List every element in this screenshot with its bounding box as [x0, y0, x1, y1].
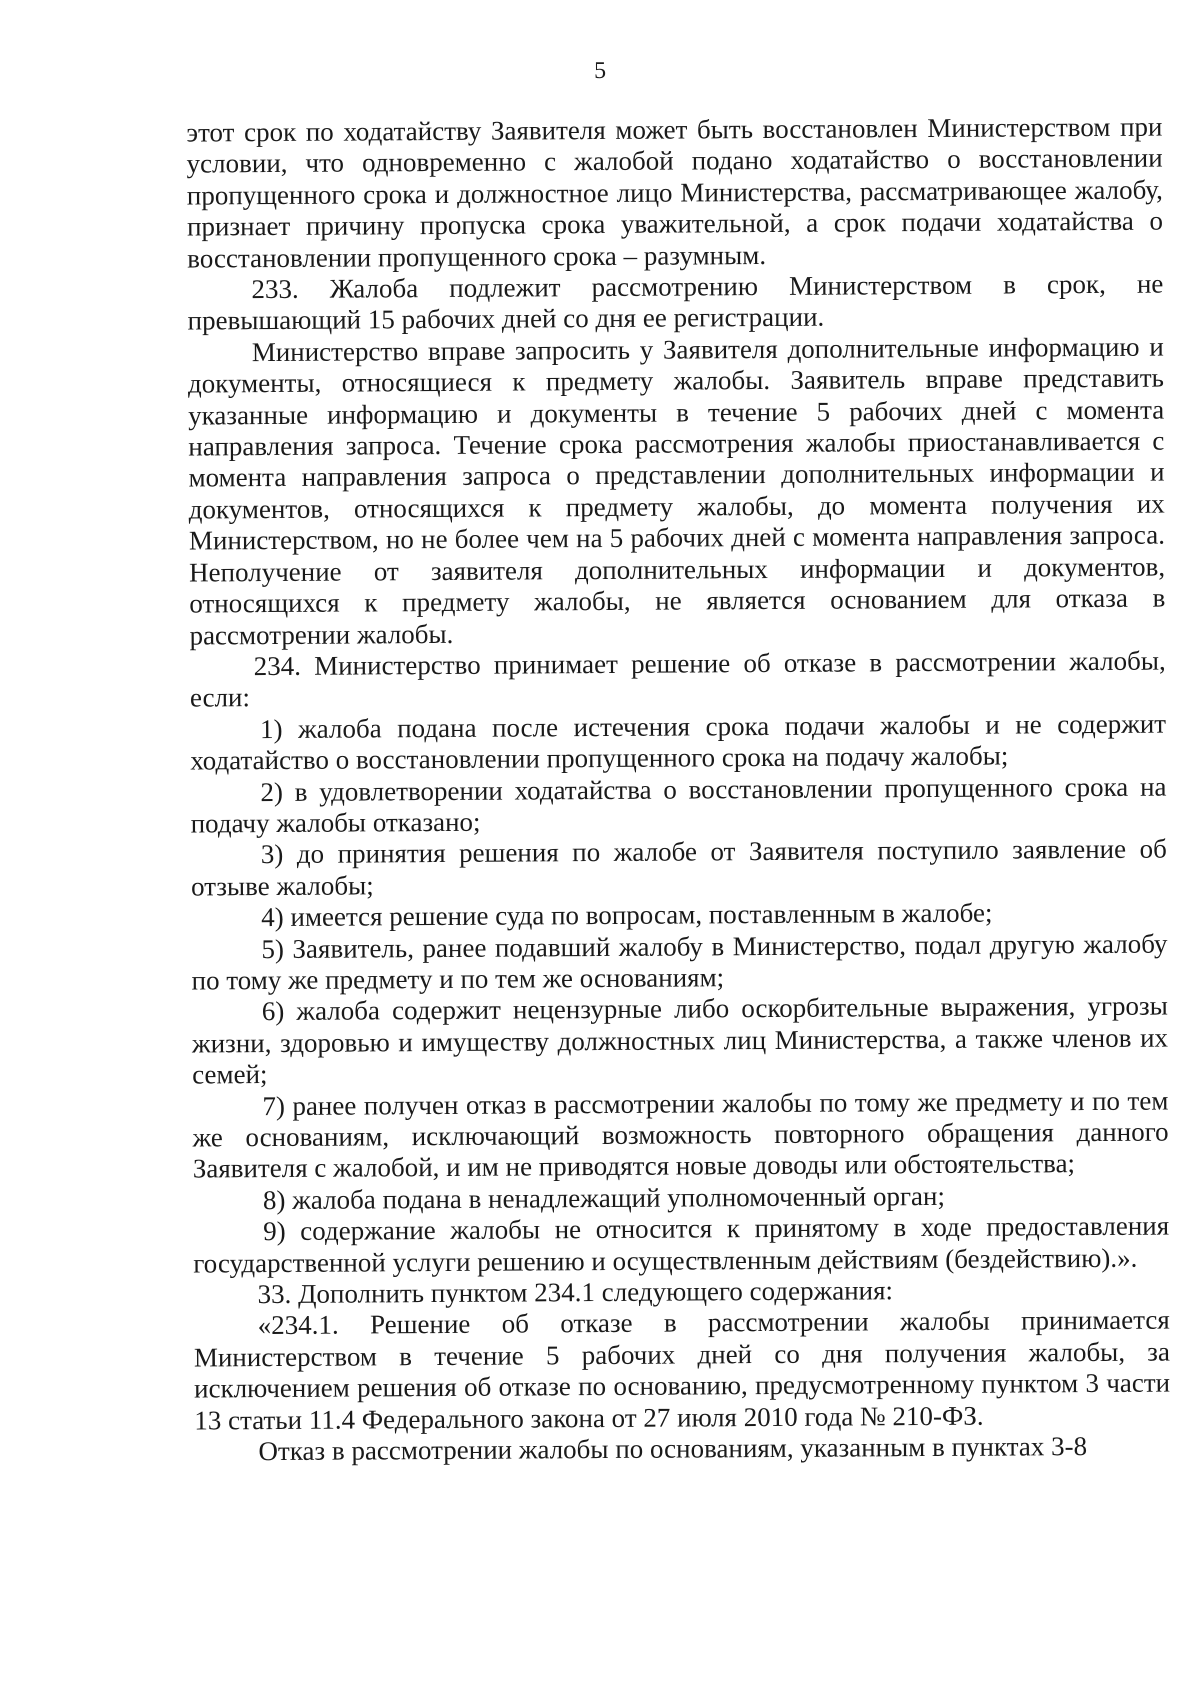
- list-item-8: 8) жалоба подана в ненадлежащий уполномоченный орган;: [262, 1180, 946, 1215]
- page-number: 5: [593, 57, 607, 85]
- paragraph-item-234: 234. Министерство принимает решение об отказе в рассмотрении жалобы, если:: [189, 645, 1166, 713]
- list-item-7: 7) ранее получен отказ в рассмотрении жалобы по тому же предмету и по тем же основаниям, исключающий возможность повторного обращения данного Заявителя с жалобой, и им не приводятся новые доводы или обстоятельства;: [192, 1085, 1169, 1184]
- paragraph-continuation: этот срок по ходатайству Заявителя может быть восстановлен Министерством при условии, что одновременно с жалобой подано ходатайство о восстановлении пропущенного срока и должностное лицо Министерства, рассматривающее жалобу, признает причину пропуска срока уважительной, а срок подачи ходатайства о восстановлении пропущенного срока – разумным.: [186, 111, 1164, 274]
- paragraph-item-233: 233. Жалоба подлежит рассмотрению Министерством в срок, не превышающий 15 рабочих дней со дня ее регистрации.: [187, 268, 1164, 336]
- paragraph-refusal-grounds: Отказ в рассмотрении жалобы по основаниям, указанным в пунктах 3-8: [258, 1431, 1088, 1467]
- paragraph-ministry-request: Министерство вправе запросить у Заявителя дополнительные информацию и документы, относящиеся к предмету жалобы. Заявитель вправе представить указанные информацию и документы в течение 5 рабочих дней с момента направления запроса. Течение срока рассмотрения жалобы приостанавливается с момента направления запроса о представлении дополнительных информации и документов, относящихся к предмету жалобы, до момента получения их Министерством, но не более чем на 5 рабочих дней с момента направления запроса. Неполучение от заявителя дополнительных информации и документов, относящихся к предмету жалобы, не является основанием для отказа в рассмотрении жалобы.: [187, 331, 1166, 651]
- paragraph-item-33: 33. Дополнить пунктом 234.1 следующего содержания:: [257, 1275, 894, 1310]
- list-item-5: 5) Заявитель, ранее подавший жалобу в Министерство, подал другую жалобу по тому же предмету и по тем же основаниям;: [191, 928, 1168, 996]
- list-item-6: 6) жалоба содержит нецензурные либо оскорбительные выражения, угрозы жизни, здоровью и имуществу должностных лиц Министерства, а также членов их семей;: [191, 990, 1169, 1090]
- list-item-2: 2) в удовлетворении ходатайства о восстановлении пропущенного срока на подачу жалобы отказано;: [190, 771, 1167, 839]
- paragraph-item-234-1: «234.1. Решение об отказе в рассмотрении жалобы принимается Министерством в течение 5 рабочих дней со дня получения жалобы, за исключением решения об отказе по основанию, предусмотренному пунктом 3 части 13 статьи 11.4 Федерального закона от 27 июля 2010 года № 210-ФЗ.: [193, 1304, 1171, 1436]
- list-item-3: 3) до принятия решения по жалобе от Заявителя поступило заявление об отзыве жалобы;: [190, 833, 1167, 902]
- list-item-1: 1) жалоба подана после истечения срока подачи жалобы и не содержит ходатайство о восстановлении пропущенного срока на подачу жалобы;: [190, 708, 1167, 776]
- list-item-9: 9) содержание жалобы не относится к принятому в ходе предоставления государственной услуги решению и осуществленным действиям (бездействию).».: [193, 1210, 1170, 1279]
- document-body: [186, 112, 1170, 1468]
- list-item-4: 4) имеется решение суда по вопросам, поставленным в жалобе;: [261, 897, 993, 933]
